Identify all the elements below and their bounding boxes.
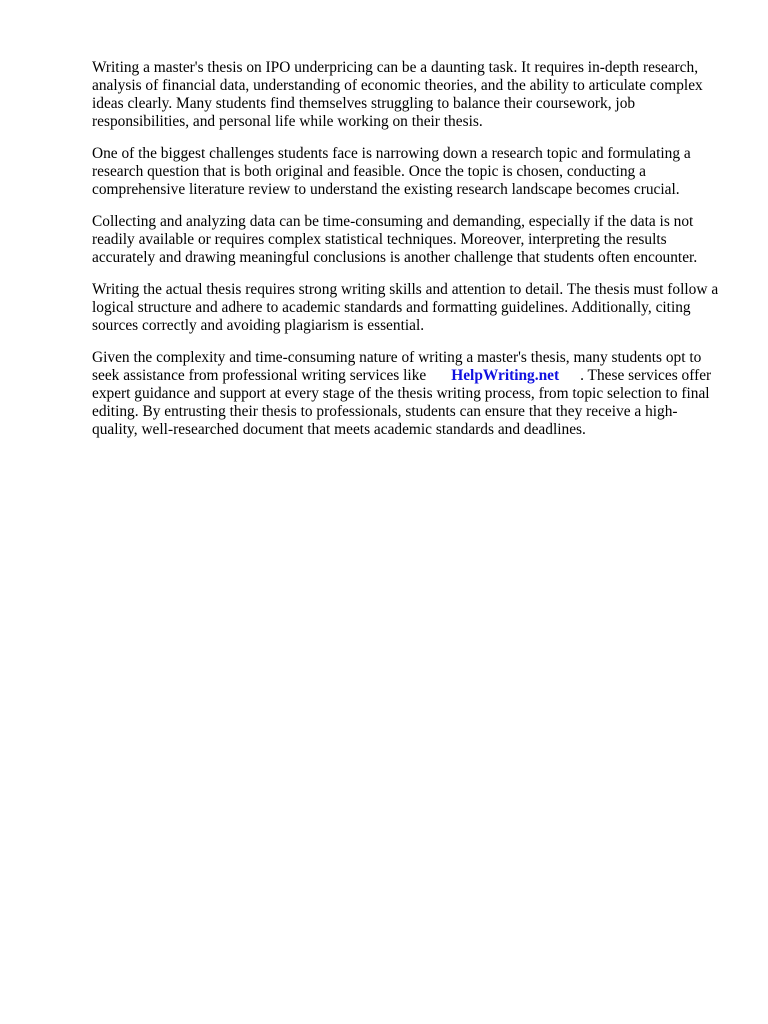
text-line-with-link: [92, 367, 732, 385]
text-line: comprehensive literature review to understand the existing research landscape becomes crucial.: [92, 181, 680, 198]
paragraph-intro: [92, 59, 732, 131]
paragraph-data-analysis: [92, 213, 732, 267]
helpwriting-link[interactable]: HelpWriting.net: [451, 367, 560, 384]
text-line: editing. By entrusting their thesis to professionals, students can ensure that they receive a high-: [92, 403, 678, 420]
paragraph-research-topic: [92, 145, 732, 199]
text-line: ideas clearly. Many students find themselves struggling to balance their coursework, job: [92, 95, 636, 112]
paragraph-assistance: [92, 349, 732, 439]
paragraph-writing: [92, 281, 732, 335]
text-line: readily available or requires complex statistical techniques. Moreover, interpreting the results: [92, 231, 667, 248]
text-line: responsibilities, and personal life while working on their thesis.: [92, 113, 483, 130]
text-line: expert guidance and support at every stage of the thesis writing process, from topic selection to final: [92, 385, 710, 402]
text-line: quality, well-researched document that meets academic standards and deadlines.: [92, 421, 586, 438]
text-line: sources correctly and avoiding plagiarism is essential.: [92, 317, 425, 334]
text-line: accurately and drawing meaningful conclusions is another challenge that students often encounter.: [92, 249, 698, 266]
text-line: Given the complexity and time-consuming nature of writing a master's thesis, many students opt to: [92, 349, 702, 366]
text-line: logical structure and adhere to academic standards and formatting guidelines. Additionally, citing: [92, 299, 691, 316]
text-line: Writing the actual thesis requires strong writing skills and attention to detail. The thesis must follow a: [92, 281, 719, 298]
text-segment: . These services offer: [580, 367, 712, 384]
text-line: analysis of financial data, understanding of economic theories, and the ability to articulate complex: [92, 77, 703, 94]
text-line: Writing a master's thesis on IPO underpricing can be a daunting task. It requires in-depth research,: [92, 59, 699, 76]
text-segment: seek assistance from professional writing services like: [92, 367, 427, 384]
text-line: Collecting and analyzing data can be time-consuming and demanding, especially if the data is not: [92, 213, 694, 230]
text-line: One of the biggest challenges students face is narrowing down a research topic and formulating a: [92, 145, 691, 162]
document-body: [92, 59, 732, 453]
text-line: research question that is both original and feasible. Once the topic is chosen, conducting a: [92, 163, 646, 180]
